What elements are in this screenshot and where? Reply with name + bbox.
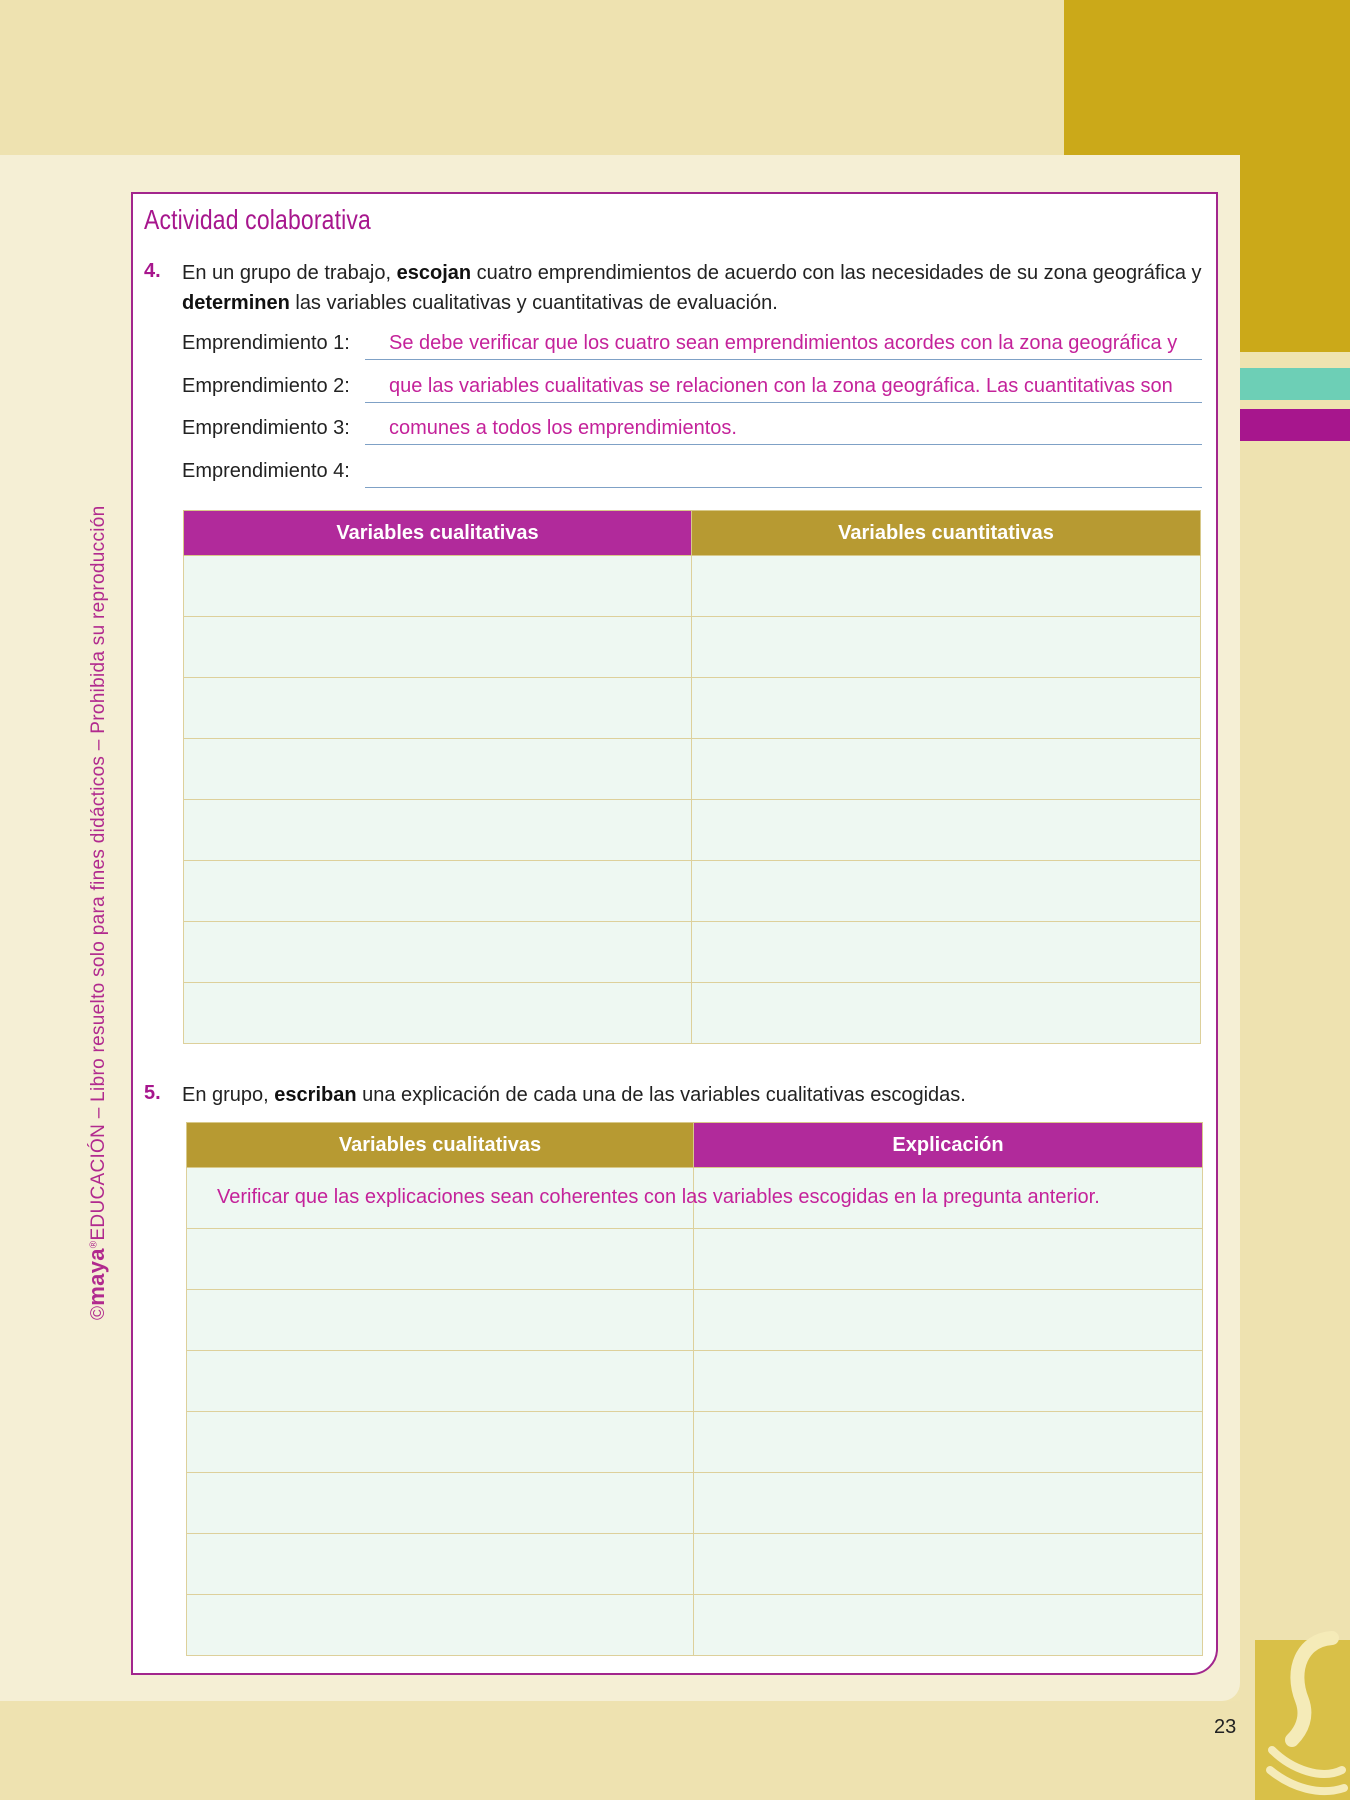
question-4-number: 4. bbox=[144, 260, 161, 282]
q5-bold-escriban: escriban bbox=[274, 1084, 357, 1106]
table-row bbox=[187, 1290, 1203, 1351]
table-cell[interactable] bbox=[184, 617, 692, 678]
table-cell[interactable] bbox=[694, 1229, 1203, 1290]
table-row bbox=[187, 1595, 1203, 1656]
table-cell[interactable] bbox=[694, 1534, 1203, 1595]
table-header-row bbox=[187, 1123, 1203, 1168]
q4-bold-determinen: determinen bbox=[182, 292, 290, 314]
brand-logo: maya bbox=[84, 1248, 109, 1306]
table-cell[interactable] bbox=[187, 1229, 694, 1290]
question-5-text bbox=[182, 1080, 1212, 1110]
table-cell[interactable] bbox=[694, 1412, 1203, 1473]
q5-text-b: una explicación de cada una de las variables cualitativas escogidas. bbox=[356, 1084, 966, 1106]
table-cell[interactable] bbox=[187, 1534, 694, 1595]
table-cell[interactable] bbox=[187, 1290, 694, 1351]
table-cell[interactable] bbox=[692, 678, 1201, 739]
header-variables-cualitativas: Variables cualitativas bbox=[184, 511, 692, 556]
table-cell[interactable] bbox=[694, 1595, 1203, 1656]
answer-line[interactable] bbox=[365, 487, 1202, 488]
table-row bbox=[184, 922, 1201, 983]
answer-note: Verificar que las explicaciones sean coherentes con las variables escogidas en la pregunta anterior. bbox=[217, 1186, 1100, 1208]
table-cell[interactable] bbox=[184, 800, 692, 861]
emprendimiento-row-2 bbox=[182, 375, 1202, 405]
table-row bbox=[184, 861, 1201, 922]
copyright-symbol: © bbox=[88, 1305, 109, 1320]
side-note-text: EDUCACIÓN – Libro resuelto solo para fines didácticos – Prohibida su reproducción bbox=[88, 505, 109, 1241]
emprendimiento-label: Emprendimiento 4: bbox=[182, 460, 350, 482]
table-cell[interactable] bbox=[187, 1595, 694, 1656]
table-row bbox=[187, 1534, 1203, 1595]
emprendimiento-label: Emprendimiento 2: bbox=[182, 375, 350, 397]
table-cell[interactable] bbox=[692, 922, 1201, 983]
table-row bbox=[184, 739, 1201, 800]
table-cell[interactable] bbox=[187, 1412, 694, 1473]
table-cell[interactable] bbox=[187, 1351, 694, 1412]
table-row bbox=[184, 617, 1201, 678]
emprendimiento-answer: comunes a todos los emprendimientos. bbox=[389, 417, 737, 439]
lightbulb-icon bbox=[1262, 1630, 1350, 1800]
table-row bbox=[187, 1473, 1203, 1534]
page-number: 23 bbox=[1214, 1716, 1237, 1738]
emprendimiento-label: Emprendimiento 3: bbox=[182, 417, 350, 439]
table-row bbox=[184, 800, 1201, 861]
q4-text-c: las variables cualitativas y cuantitativas de evaluación. bbox=[289, 292, 778, 314]
table-header-row bbox=[184, 511, 1201, 556]
table-row bbox=[184, 983, 1201, 1044]
table-cell[interactable] bbox=[692, 739, 1201, 800]
emprendimiento-label: Emprendimiento 1: bbox=[182, 332, 350, 354]
table-row bbox=[184, 678, 1201, 739]
table-row bbox=[187, 1229, 1203, 1290]
emprendimiento-answer: Se debe verificar que los cuatro sean emprendimientos acordes con la zona geográfica y bbox=[389, 332, 1178, 354]
question-5-number: 5. bbox=[144, 1082, 161, 1104]
table-cell[interactable] bbox=[184, 678, 692, 739]
table-cell[interactable] bbox=[184, 556, 692, 617]
top-background bbox=[0, 0, 1064, 155]
copyright-side-note bbox=[84, 506, 110, 1321]
teal-tab bbox=[1240, 368, 1350, 400]
emprendimiento-answer: que las variables cualitativas se relacionen con la zona geográfica. Las cuantitativas son bbox=[389, 375, 1173, 397]
table-cell[interactable] bbox=[692, 800, 1201, 861]
header-explicacion: Explicación bbox=[694, 1123, 1203, 1168]
magenta-tab bbox=[1240, 409, 1350, 441]
table-row bbox=[187, 1412, 1203, 1473]
q4-bold-escojan: escojan bbox=[396, 262, 472, 284]
activity-title: Actividad colaborativa bbox=[144, 204, 371, 235]
registered-mark: ® bbox=[88, 1240, 100, 1249]
variables-table bbox=[183, 510, 1201, 1044]
q5-text-a: En grupo, bbox=[182, 1084, 275, 1106]
table-cell[interactable] bbox=[184, 983, 692, 1044]
table-cell[interactable] bbox=[694, 1351, 1203, 1412]
table-cell[interactable] bbox=[184, 922, 692, 983]
table-cell[interactable] bbox=[692, 617, 1201, 678]
header-variables-cualitativas: Variables cualitativas bbox=[187, 1123, 694, 1168]
question-4-text bbox=[182, 258, 1212, 318]
table-cell[interactable] bbox=[692, 556, 1201, 617]
table-row bbox=[187, 1351, 1203, 1412]
right-strip bbox=[1240, 441, 1350, 1701]
table-cell[interactable] bbox=[694, 1473, 1203, 1534]
emprendimiento-row-4 bbox=[182, 460, 1202, 490]
header-variables-cuantitativas: Variables cuantitativas bbox=[692, 511, 1201, 556]
emprendimiento-row-1 bbox=[182, 332, 1202, 362]
table-row bbox=[184, 556, 1201, 617]
table-cell[interactable] bbox=[694, 1290, 1203, 1351]
table-cell[interactable] bbox=[692, 861, 1201, 922]
table-cell[interactable] bbox=[184, 861, 692, 922]
q4-text-a: En un grupo de trabajo, bbox=[182, 262, 397, 284]
bottom-background bbox=[0, 1701, 1350, 1800]
answer-line[interactable] bbox=[365, 402, 1202, 403]
emprendimiento-row-3 bbox=[182, 417, 1202, 447]
q4-text-b: cuatro emprendimientos de acuerdo con las necesidades de su zona geográfica y bbox=[471, 262, 1202, 284]
table-cell[interactable] bbox=[187, 1473, 694, 1534]
answer-line[interactable] bbox=[365, 359, 1202, 360]
table-cell[interactable] bbox=[692, 983, 1201, 1044]
answer-line[interactable] bbox=[365, 444, 1202, 445]
table-cell[interactable] bbox=[184, 739, 692, 800]
